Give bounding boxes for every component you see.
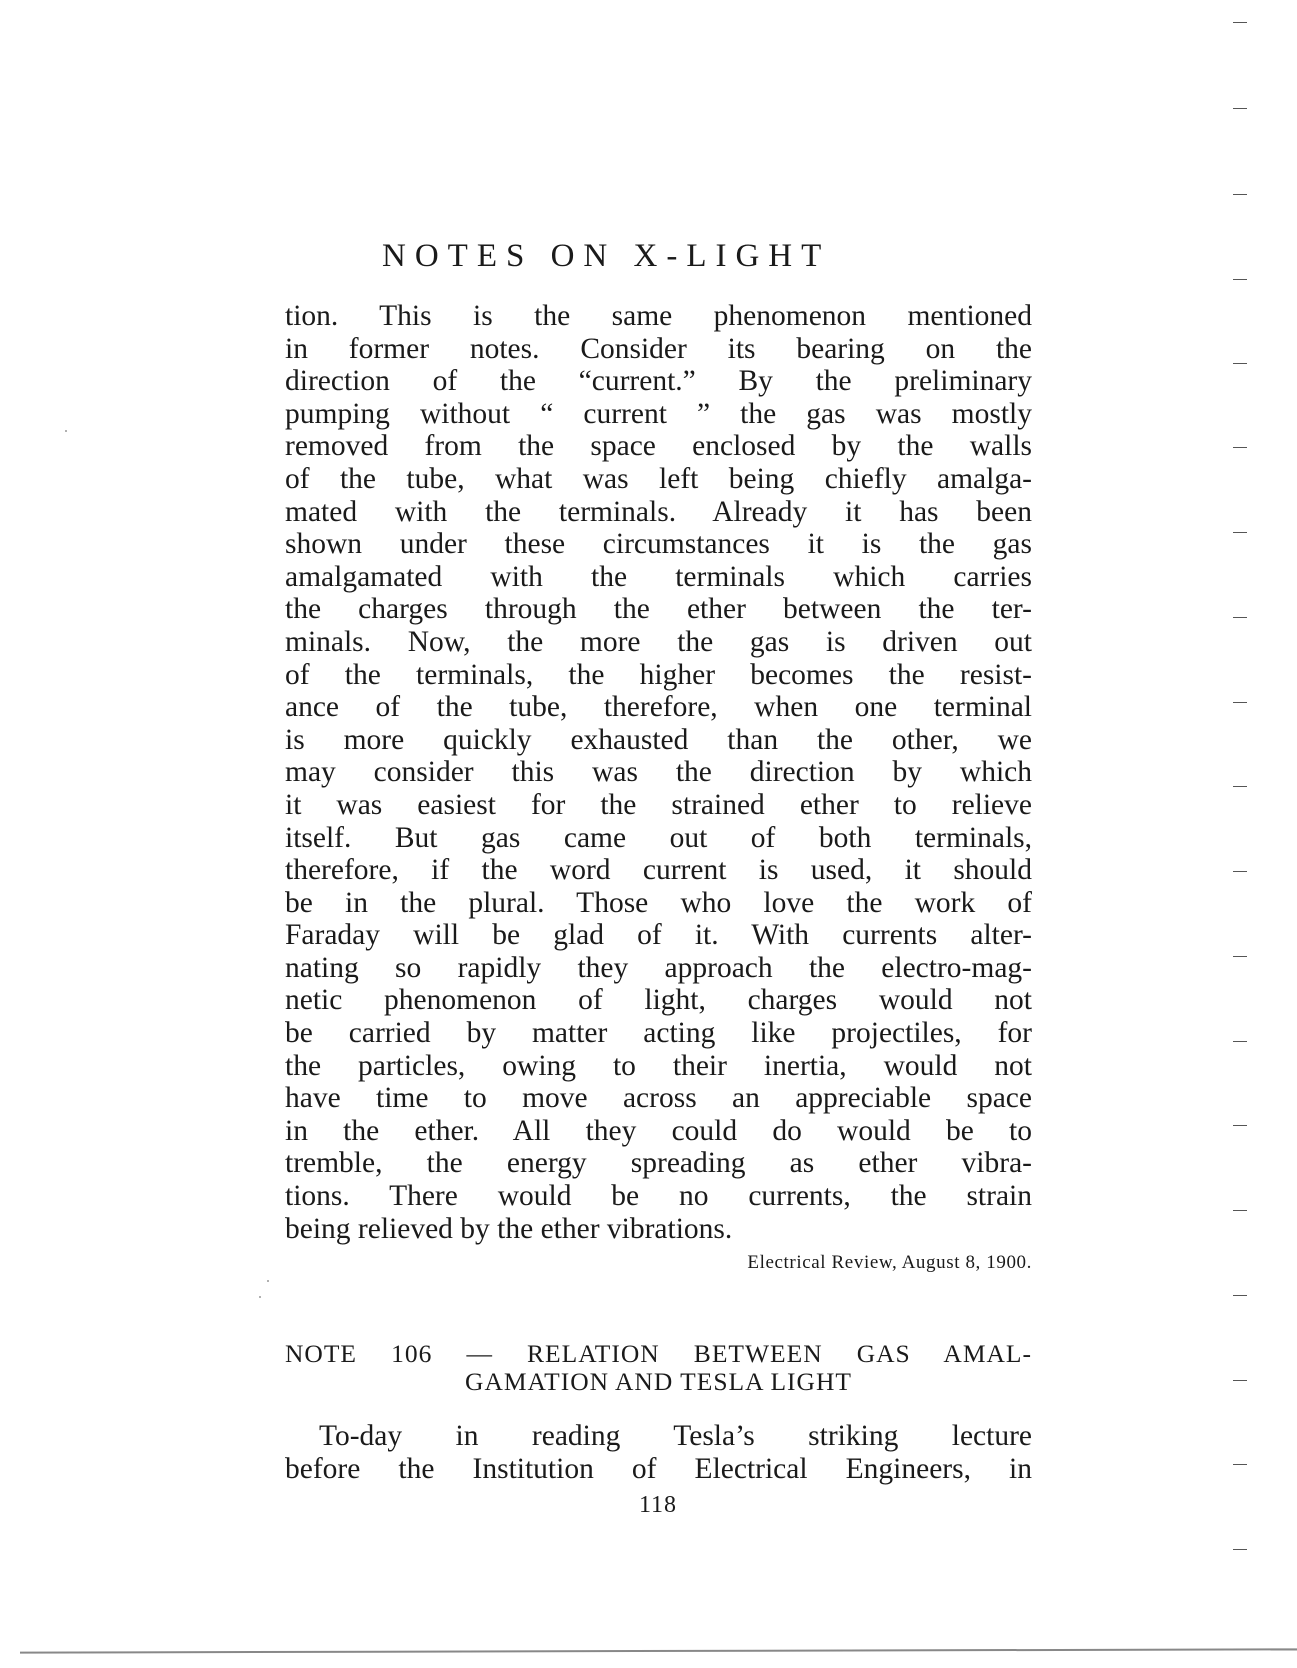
page-number: 118 [638,1492,678,1518]
body-line: tion. This is the same phenomenon mentioned [285,300,1032,332]
body-line: amalgamated with the terminals which carries [285,560,1032,593]
body-line: in former notes. Consider its bearing on the [285,332,1032,365]
margin-tick [1233,1295,1247,1296]
scan-speck [259,1296,261,1298]
margin-tick [1233,1464,1247,1465]
body-line: of the tube, what was left being chiefly amalga- [285,462,1032,495]
body-line: it was easiest for the strained ether to relieve [285,788,1032,821]
body-line: be in the plural. Those who love the work of [285,886,1032,919]
body-line: shown under these circumstances it is the gas [285,528,1032,561]
page-edge-rule [20,1648,1297,1653]
margin-tick [1233,1210,1247,1211]
body-line: be carried by matter acting like projectiles, for [285,1017,1032,1050]
body-line: netic phenomenon of light, charges would not [285,984,1032,1017]
body-line: pumping without “ current ” the gas was mostly [285,397,1032,430]
margin-tick [1233,1549,1247,1550]
margin-tick [1233,194,1247,195]
note-heading [285,1340,1032,1396]
margin-tick [1233,956,1247,957]
body-line: the charges through the ether between the ter- [285,593,1032,626]
margin-tick [1233,1125,1247,1126]
body-line: being relieved by the ether vibrations. [285,1212,733,1245]
note-body-line: To-day in reading Tesla’s striking lecture [319,1420,1032,1452]
body-line: may consider this was the direction by which [285,756,1032,789]
body-line: tremble, the energy spreading as ether vibra- [285,1147,1032,1180]
body-line: of the terminals, the higher becomes the resist- [285,658,1032,691]
source-citation: Electrical Review, August 8, 1900. [747,1252,1032,1273]
margin-tick [1233,22,1247,23]
note-body-line: before the Institution of Electrical Engineers, in [285,1452,1032,1485]
body-text [285,300,1032,1245]
margin-tick [1233,108,1247,109]
body-line: minals. Now, the more the gas is driven out [285,625,1032,658]
scan-speck [267,1280,269,1282]
body-line: removed from the space enclosed by the walls [285,430,1032,463]
margin-tick [1233,532,1247,533]
margin-tick [1233,617,1247,618]
body-line: itself. But gas came out of both terminals, [285,821,1032,854]
scan-speck [65,430,67,432]
margin-tick [1233,1041,1247,1042]
margin-tick [1233,871,1247,872]
body-line: Faraday will be glad of it. With currents alter- [285,919,1032,952]
note-heading-line: GAMATION AND TESLA LIGHT [465,1367,852,1396]
body-line: ance of the tube, therefore, when one terminal [285,691,1032,724]
margin-tick [1233,1380,1247,1381]
body-line: the particles, owing to their inertia, would not [285,1049,1032,1082]
body-line: have time to move across an appreciable space [285,1082,1032,1115]
margin-tick [1233,786,1247,787]
body-line: is more quickly exhausted than the other, we [285,723,1032,756]
body-line: therefore, if the word current is used, it should [285,854,1032,887]
body-line: direction of the “current.” By the preliminary [285,365,1032,398]
body-line: tions. There would be no currents, the strain [285,1180,1032,1213]
margin-tick [1233,702,1247,703]
margin-tick [1233,363,1247,364]
running-head: NOTES ON X-LIGHT [382,238,831,274]
margin-tick [1233,279,1247,280]
body-line: in the ether. All they could do would be to [285,1114,1032,1147]
margin-tick [1233,447,1247,448]
note-heading-line: NOTE 106 — RELATION BETWEEN GAS AMAL- [285,1339,1032,1368]
body-line: mated with the terminals. Already it has been [285,495,1032,528]
body-line: nating so rapidly they approach the electro-mag- [285,951,1032,984]
note-body [285,1420,1032,1485]
